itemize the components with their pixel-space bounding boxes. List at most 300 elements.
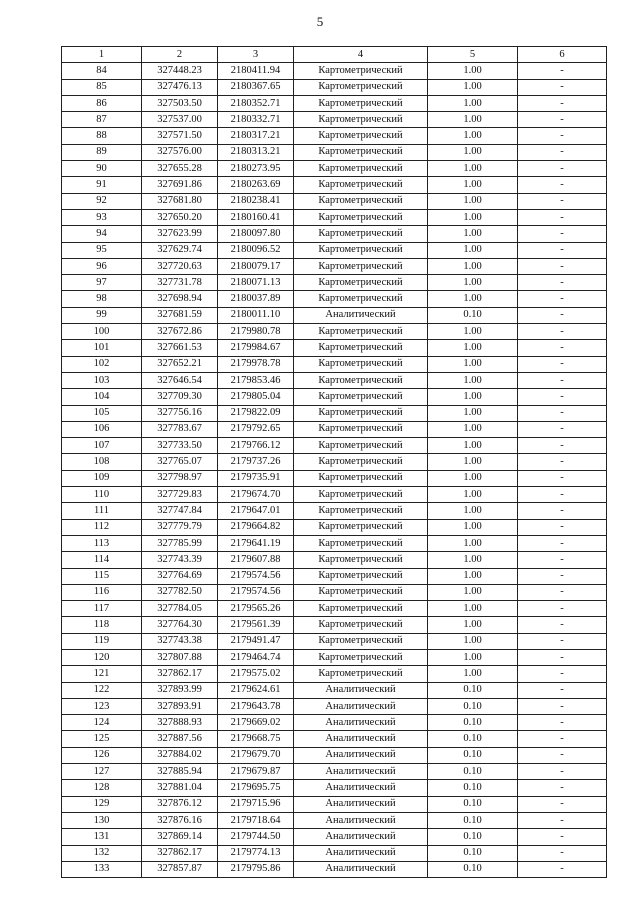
cell-point-number: 131: [62, 829, 142, 845]
cell-accuracy: 0.10: [428, 829, 518, 845]
table-row: [62, 242, 607, 258]
cell-note: -: [518, 617, 607, 633]
cell-accuracy: 1.00: [428, 503, 518, 519]
cell-point-number: 97: [62, 275, 142, 291]
cell-note: -: [518, 519, 607, 535]
cell-point-number: 124: [62, 715, 142, 731]
cell-note: -: [518, 698, 607, 714]
table-row: [62, 796, 607, 812]
cell-method: Картометрический: [294, 454, 428, 470]
cell-x-coordinate: 327876.16: [142, 812, 218, 828]
cell-note: -: [518, 421, 607, 437]
cell-accuracy: 1.00: [428, 356, 518, 372]
cell-note: -: [518, 161, 607, 177]
cell-note: -: [518, 275, 607, 291]
cell-method: Картометрический: [294, 487, 428, 503]
cell-x-coordinate: 327764.69: [142, 568, 218, 584]
cell-x-coordinate: 327807.88: [142, 649, 218, 665]
cell-note: -: [518, 764, 607, 780]
page-number: 5: [316, 14, 324, 29]
cell-y-coordinate: 2179984.67: [218, 340, 294, 356]
cell-accuracy: 0.10: [428, 812, 518, 828]
cell-point-number: 120: [62, 649, 142, 665]
cell-y-coordinate: 2179575.02: [218, 666, 294, 682]
cell-accuracy: 1.00: [428, 666, 518, 682]
cell-y-coordinate: 2179715.96: [218, 796, 294, 812]
cell-x-coordinate: 327798.97: [142, 470, 218, 486]
table-row: [62, 372, 607, 388]
cell-point-number: 94: [62, 226, 142, 242]
cell-x-coordinate: 327785.99: [142, 535, 218, 551]
cell-x-coordinate: 327661.53: [142, 340, 218, 356]
cell-note: -: [518, 861, 607, 877]
cell-y-coordinate: 2179737.26: [218, 454, 294, 470]
cell-note: -: [518, 209, 607, 225]
cell-method: Картометрический: [294, 470, 428, 486]
cell-accuracy: 1.00: [428, 177, 518, 193]
table-row: [62, 193, 607, 209]
column-header-method: 4: [294, 47, 428, 63]
cell-note: -: [518, 128, 607, 144]
cell-x-coordinate: 327782.50: [142, 584, 218, 600]
cell-x-coordinate: 327623.99: [142, 226, 218, 242]
cell-accuracy: 1.00: [428, 438, 518, 454]
cell-point-number: 107: [62, 438, 142, 454]
cell-y-coordinate: 2180037.89: [218, 291, 294, 307]
cell-note: -: [518, 470, 607, 486]
cell-point-number: 104: [62, 389, 142, 405]
cell-y-coordinate: 2179822.09: [218, 405, 294, 421]
table-row: [62, 421, 607, 437]
cell-note: -: [518, 291, 607, 307]
cell-x-coordinate: 327681.80: [142, 193, 218, 209]
cell-x-coordinate: 327876.12: [142, 796, 218, 812]
cell-accuracy: 0.10: [428, 780, 518, 796]
cell-method: Картометрический: [294, 649, 428, 665]
cell-accuracy: 1.00: [428, 324, 518, 340]
cell-method: Картометрический: [294, 128, 428, 144]
cell-method: Картометрический: [294, 275, 428, 291]
cell-y-coordinate: 2180011.10: [218, 307, 294, 323]
cell-y-coordinate: 2179574.56: [218, 584, 294, 600]
cell-y-coordinate: 2179647.01: [218, 503, 294, 519]
cell-method: Аналитический: [294, 698, 428, 714]
cell-point-number: 129: [62, 796, 142, 812]
cell-point-number: 121: [62, 666, 142, 682]
cell-method: Картометрический: [294, 193, 428, 209]
cell-method: Аналитический: [294, 682, 428, 698]
cell-accuracy: 0.10: [428, 764, 518, 780]
cell-accuracy: 1.00: [428, 649, 518, 665]
cell-method: Картометрический: [294, 112, 428, 128]
cell-x-coordinate: 327743.38: [142, 633, 218, 649]
cell-point-number: 99: [62, 307, 142, 323]
table-row: [62, 95, 607, 111]
cell-accuracy: 1.00: [428, 258, 518, 274]
cell-note: -: [518, 389, 607, 405]
cell-y-coordinate: 2180079.17: [218, 258, 294, 274]
table-row: [62, 209, 607, 225]
cell-x-coordinate: 327756.16: [142, 405, 218, 421]
cell-x-coordinate: 327629.74: [142, 242, 218, 258]
cell-accuracy: 0.10: [428, 307, 518, 323]
table-row: [62, 79, 607, 95]
cell-note: -: [518, 715, 607, 731]
cell-method: Аналитический: [294, 307, 428, 323]
cell-method: Картометрический: [294, 79, 428, 95]
cell-y-coordinate: 2179795.86: [218, 861, 294, 877]
cell-method: Картометрический: [294, 617, 428, 633]
cell-y-coordinate: 2180313.21: [218, 144, 294, 160]
table-row: [62, 764, 607, 780]
cell-point-number: 103: [62, 372, 142, 388]
cell-note: -: [518, 177, 607, 193]
cell-point-number: 125: [62, 731, 142, 747]
cell-method: Картометрический: [294, 438, 428, 454]
cell-note: -: [518, 535, 607, 551]
cell-method: Картометрический: [294, 209, 428, 225]
cell-x-coordinate: 327765.07: [142, 454, 218, 470]
table-row: [62, 633, 607, 649]
cell-note: -: [518, 405, 607, 421]
cell-method: Аналитический: [294, 747, 428, 763]
cell-point-number: 91: [62, 177, 142, 193]
cell-accuracy: 0.10: [428, 682, 518, 698]
cell-y-coordinate: 2179695.75: [218, 780, 294, 796]
cell-x-coordinate: 327784.05: [142, 601, 218, 617]
cell-point-number: 118: [62, 617, 142, 633]
table-row: [62, 144, 607, 160]
cell-x-coordinate: 327733.50: [142, 438, 218, 454]
table-row: [62, 519, 607, 535]
cell-y-coordinate: 2179735.91: [218, 470, 294, 486]
cell-x-coordinate: 327783.67: [142, 421, 218, 437]
cell-note: -: [518, 307, 607, 323]
cell-y-coordinate: 2180367.65: [218, 79, 294, 95]
table-row: [62, 747, 607, 763]
cell-method: Картометрический: [294, 584, 428, 600]
cell-y-coordinate: 2180071.13: [218, 275, 294, 291]
cell-y-coordinate: 2180096.52: [218, 242, 294, 258]
table-row: [62, 535, 607, 551]
table-row: [62, 161, 607, 177]
cell-y-coordinate: 2179669.02: [218, 715, 294, 731]
table-row: [62, 861, 607, 877]
cell-note: -: [518, 79, 607, 95]
cell-point-number: 115: [62, 568, 142, 584]
cell-note: -: [518, 812, 607, 828]
cell-method: Картометрический: [294, 95, 428, 111]
cell-y-coordinate: 2179744.50: [218, 829, 294, 845]
cell-method: Картометрический: [294, 242, 428, 258]
cell-point-number: 112: [62, 519, 142, 535]
cell-point-number: 86: [62, 95, 142, 111]
cell-note: -: [518, 144, 607, 160]
cell-accuracy: 1.00: [428, 275, 518, 291]
cell-x-coordinate: 327869.14: [142, 829, 218, 845]
table-row: [62, 275, 607, 291]
table-row: [62, 324, 607, 340]
table-row: [62, 829, 607, 845]
cell-method: Аналитический: [294, 796, 428, 812]
cell-accuracy: 1.00: [428, 95, 518, 111]
table-row: [62, 487, 607, 503]
cell-note: -: [518, 649, 607, 665]
table-row: [62, 112, 607, 128]
cell-note: -: [518, 568, 607, 584]
column-header-accuracy: 5: [428, 47, 518, 63]
cell-method: Картометрический: [294, 372, 428, 388]
cell-x-coordinate: 327650.20: [142, 209, 218, 225]
cell-y-coordinate: 2179980.78: [218, 324, 294, 340]
table-row: [62, 177, 607, 193]
table-row: [62, 258, 607, 274]
cell-method: Картометрический: [294, 503, 428, 519]
cell-method: Картометрический: [294, 519, 428, 535]
cell-accuracy: 1.00: [428, 617, 518, 633]
table-row: [62, 731, 607, 747]
cell-note: -: [518, 584, 607, 600]
table-row: [62, 780, 607, 796]
cell-accuracy: 1.00: [428, 633, 518, 649]
table-row: [62, 649, 607, 665]
cell-note: -: [518, 503, 607, 519]
coordinates-table: [61, 46, 607, 878]
cell-y-coordinate: 2180332.71: [218, 112, 294, 128]
table-row: [62, 601, 607, 617]
cell-point-number: 116: [62, 584, 142, 600]
cell-method: Картометрический: [294, 63, 428, 79]
cell-accuracy: 0.10: [428, 796, 518, 812]
cell-method: Картометрический: [294, 552, 428, 568]
cell-method: Картометрический: [294, 535, 428, 551]
cell-x-coordinate: 327681.59: [142, 307, 218, 323]
cell-note: -: [518, 666, 607, 682]
cell-accuracy: 1.00: [428, 535, 518, 551]
cell-x-coordinate: 327888.93: [142, 715, 218, 731]
cell-accuracy: 1.00: [428, 519, 518, 535]
table-header: [62, 47, 607, 63]
cell-point-number: 93: [62, 209, 142, 225]
cell-accuracy: 1.00: [428, 601, 518, 617]
cell-method: Картометрический: [294, 568, 428, 584]
cell-point-number: 126: [62, 747, 142, 763]
cell-method: Картометрический: [294, 356, 428, 372]
cell-y-coordinate: 2179718.64: [218, 812, 294, 828]
cell-y-coordinate: 2179491.47: [218, 633, 294, 649]
table-row: [62, 470, 607, 486]
cell-point-number: 95: [62, 242, 142, 258]
cell-accuracy: 1.00: [428, 389, 518, 405]
cell-accuracy: 0.10: [428, 747, 518, 763]
table-row: [62, 812, 607, 828]
cell-x-coordinate: 327571.50: [142, 128, 218, 144]
cell-note: -: [518, 324, 607, 340]
cell-x-coordinate: 327893.99: [142, 682, 218, 698]
cell-method: Аналитический: [294, 812, 428, 828]
cell-point-number: 114: [62, 552, 142, 568]
cell-accuracy: 0.10: [428, 698, 518, 714]
cell-x-coordinate: 327764.30: [142, 617, 218, 633]
cell-y-coordinate: 2179805.04: [218, 389, 294, 405]
cell-note: -: [518, 780, 607, 796]
cell-y-coordinate: 2179664.82: [218, 519, 294, 535]
cell-note: -: [518, 340, 607, 356]
cell-point-number: 100: [62, 324, 142, 340]
cell-accuracy: 1.00: [428, 405, 518, 421]
cell-x-coordinate: 327720.63: [142, 258, 218, 274]
cell-x-coordinate: 327729.83: [142, 487, 218, 503]
cell-accuracy: 1.00: [428, 552, 518, 568]
table-row: [62, 682, 607, 698]
column-header-point-number: 1: [62, 47, 142, 63]
cell-y-coordinate: 2180160.41: [218, 209, 294, 225]
cell-method: Картометрический: [294, 258, 428, 274]
cell-method: Картометрический: [294, 226, 428, 242]
cell-point-number: 89: [62, 144, 142, 160]
cell-y-coordinate: 2179624.61: [218, 682, 294, 698]
cell-point-number: 85: [62, 79, 142, 95]
cell-x-coordinate: 327857.87: [142, 861, 218, 877]
cell-point-number: 110: [62, 487, 142, 503]
cell-accuracy: 1.00: [428, 79, 518, 95]
cell-accuracy: 1.00: [428, 568, 518, 584]
cell-y-coordinate: 2179641.19: [218, 535, 294, 551]
table-row: [62, 845, 607, 861]
cell-x-coordinate: 327779.79: [142, 519, 218, 535]
cell-x-coordinate: 327887.56: [142, 731, 218, 747]
cell-method: Картометрический: [294, 601, 428, 617]
cell-x-coordinate: 327862.17: [142, 845, 218, 861]
cell-point-number: 90: [62, 161, 142, 177]
cell-x-coordinate: 327646.54: [142, 372, 218, 388]
cell-note: -: [518, 796, 607, 812]
cell-method: Картометрический: [294, 666, 428, 682]
table-row: [62, 356, 607, 372]
cell-y-coordinate: 2180411.94: [218, 63, 294, 79]
cell-y-coordinate: 2179792.65: [218, 421, 294, 437]
cell-point-number: 132: [62, 845, 142, 861]
cell-note: -: [518, 633, 607, 649]
cell-y-coordinate: 2179574.56: [218, 568, 294, 584]
cell-y-coordinate: 2179565.26: [218, 601, 294, 617]
cell-note: -: [518, 438, 607, 454]
cell-note: -: [518, 601, 607, 617]
cell-y-coordinate: 2179679.87: [218, 764, 294, 780]
cell-point-number: 113: [62, 535, 142, 551]
cell-accuracy: 1.00: [428, 487, 518, 503]
cell-point-number: 109: [62, 470, 142, 486]
cell-method: Аналитический: [294, 731, 428, 747]
cell-point-number: 133: [62, 861, 142, 877]
cell-note: -: [518, 682, 607, 698]
cell-accuracy: 0.10: [428, 715, 518, 731]
cell-accuracy: 1.00: [428, 161, 518, 177]
cell-note: -: [518, 258, 607, 274]
cell-point-number: 106: [62, 421, 142, 437]
cell-y-coordinate: 2179464.74: [218, 649, 294, 665]
cell-x-coordinate: 327476.13: [142, 79, 218, 95]
cell-accuracy: 0.10: [428, 861, 518, 877]
cell-method: Картометрический: [294, 144, 428, 160]
cell-accuracy: 0.10: [428, 845, 518, 861]
cell-method: Картометрический: [294, 340, 428, 356]
table-row: [62, 552, 607, 568]
cell-y-coordinate: 2180317.21: [218, 128, 294, 144]
cell-x-coordinate: 327576.00: [142, 144, 218, 160]
cell-method: Картометрический: [294, 324, 428, 340]
cell-note: -: [518, 747, 607, 763]
cell-note: -: [518, 552, 607, 568]
table-row: [62, 340, 607, 356]
cell-point-number: 108: [62, 454, 142, 470]
cell-method: Картометрический: [294, 161, 428, 177]
cell-y-coordinate: 2179668.75: [218, 731, 294, 747]
cell-point-number: 96: [62, 258, 142, 274]
cell-x-coordinate: 327862.17: [142, 666, 218, 682]
cell-method: Аналитический: [294, 715, 428, 731]
cell-x-coordinate: 327731.78: [142, 275, 218, 291]
cell-y-coordinate: 2179853.46: [218, 372, 294, 388]
cell-note: -: [518, 242, 607, 258]
cell-y-coordinate: 2180097.80: [218, 226, 294, 242]
cell-accuracy: 1.00: [428, 454, 518, 470]
cell-x-coordinate: 327893.91: [142, 698, 218, 714]
cell-accuracy: 1.00: [428, 226, 518, 242]
cell-y-coordinate: 2179607.88: [218, 552, 294, 568]
cell-note: -: [518, 829, 607, 845]
cell-accuracy: 1.00: [428, 291, 518, 307]
table-row: [62, 503, 607, 519]
cell-method: Картометрический: [294, 633, 428, 649]
table-row: [62, 568, 607, 584]
cell-y-coordinate: 2180263.69: [218, 177, 294, 193]
cell-point-number: 117: [62, 601, 142, 617]
table-row: [62, 438, 607, 454]
cell-accuracy: 0.10: [428, 731, 518, 747]
table-row: [62, 715, 607, 731]
cell-accuracy: 1.00: [428, 470, 518, 486]
cell-y-coordinate: 2179978.78: [218, 356, 294, 372]
cell-x-coordinate: 327743.39: [142, 552, 218, 568]
cell-note: -: [518, 193, 607, 209]
column-header-x-coordinate: 2: [142, 47, 218, 63]
cell-y-coordinate: 2180352.71: [218, 95, 294, 111]
cell-note: -: [518, 454, 607, 470]
cell-accuracy: 1.00: [428, 112, 518, 128]
cell-x-coordinate: 327691.86: [142, 177, 218, 193]
cell-note: -: [518, 95, 607, 111]
cell-x-coordinate: 327652.21: [142, 356, 218, 372]
table-row: [62, 307, 607, 323]
cell-x-coordinate: 327537.00: [142, 112, 218, 128]
cell-point-number: 101: [62, 340, 142, 356]
table-row: [62, 584, 607, 600]
cell-method: Картометрический: [294, 405, 428, 421]
cell-accuracy: 1.00: [428, 63, 518, 79]
header-row: [62, 47, 607, 63]
cell-point-number: 84: [62, 63, 142, 79]
cell-y-coordinate: 2179674.70: [218, 487, 294, 503]
table-body: [62, 63, 607, 878]
cell-method: Картометрический: [294, 389, 428, 405]
table-row: [62, 226, 607, 242]
table-row: [62, 454, 607, 470]
cell-point-number: 111: [62, 503, 142, 519]
cell-x-coordinate: 327884.02: [142, 747, 218, 763]
cell-method: Картометрический: [294, 421, 428, 437]
table-row: [62, 405, 607, 421]
